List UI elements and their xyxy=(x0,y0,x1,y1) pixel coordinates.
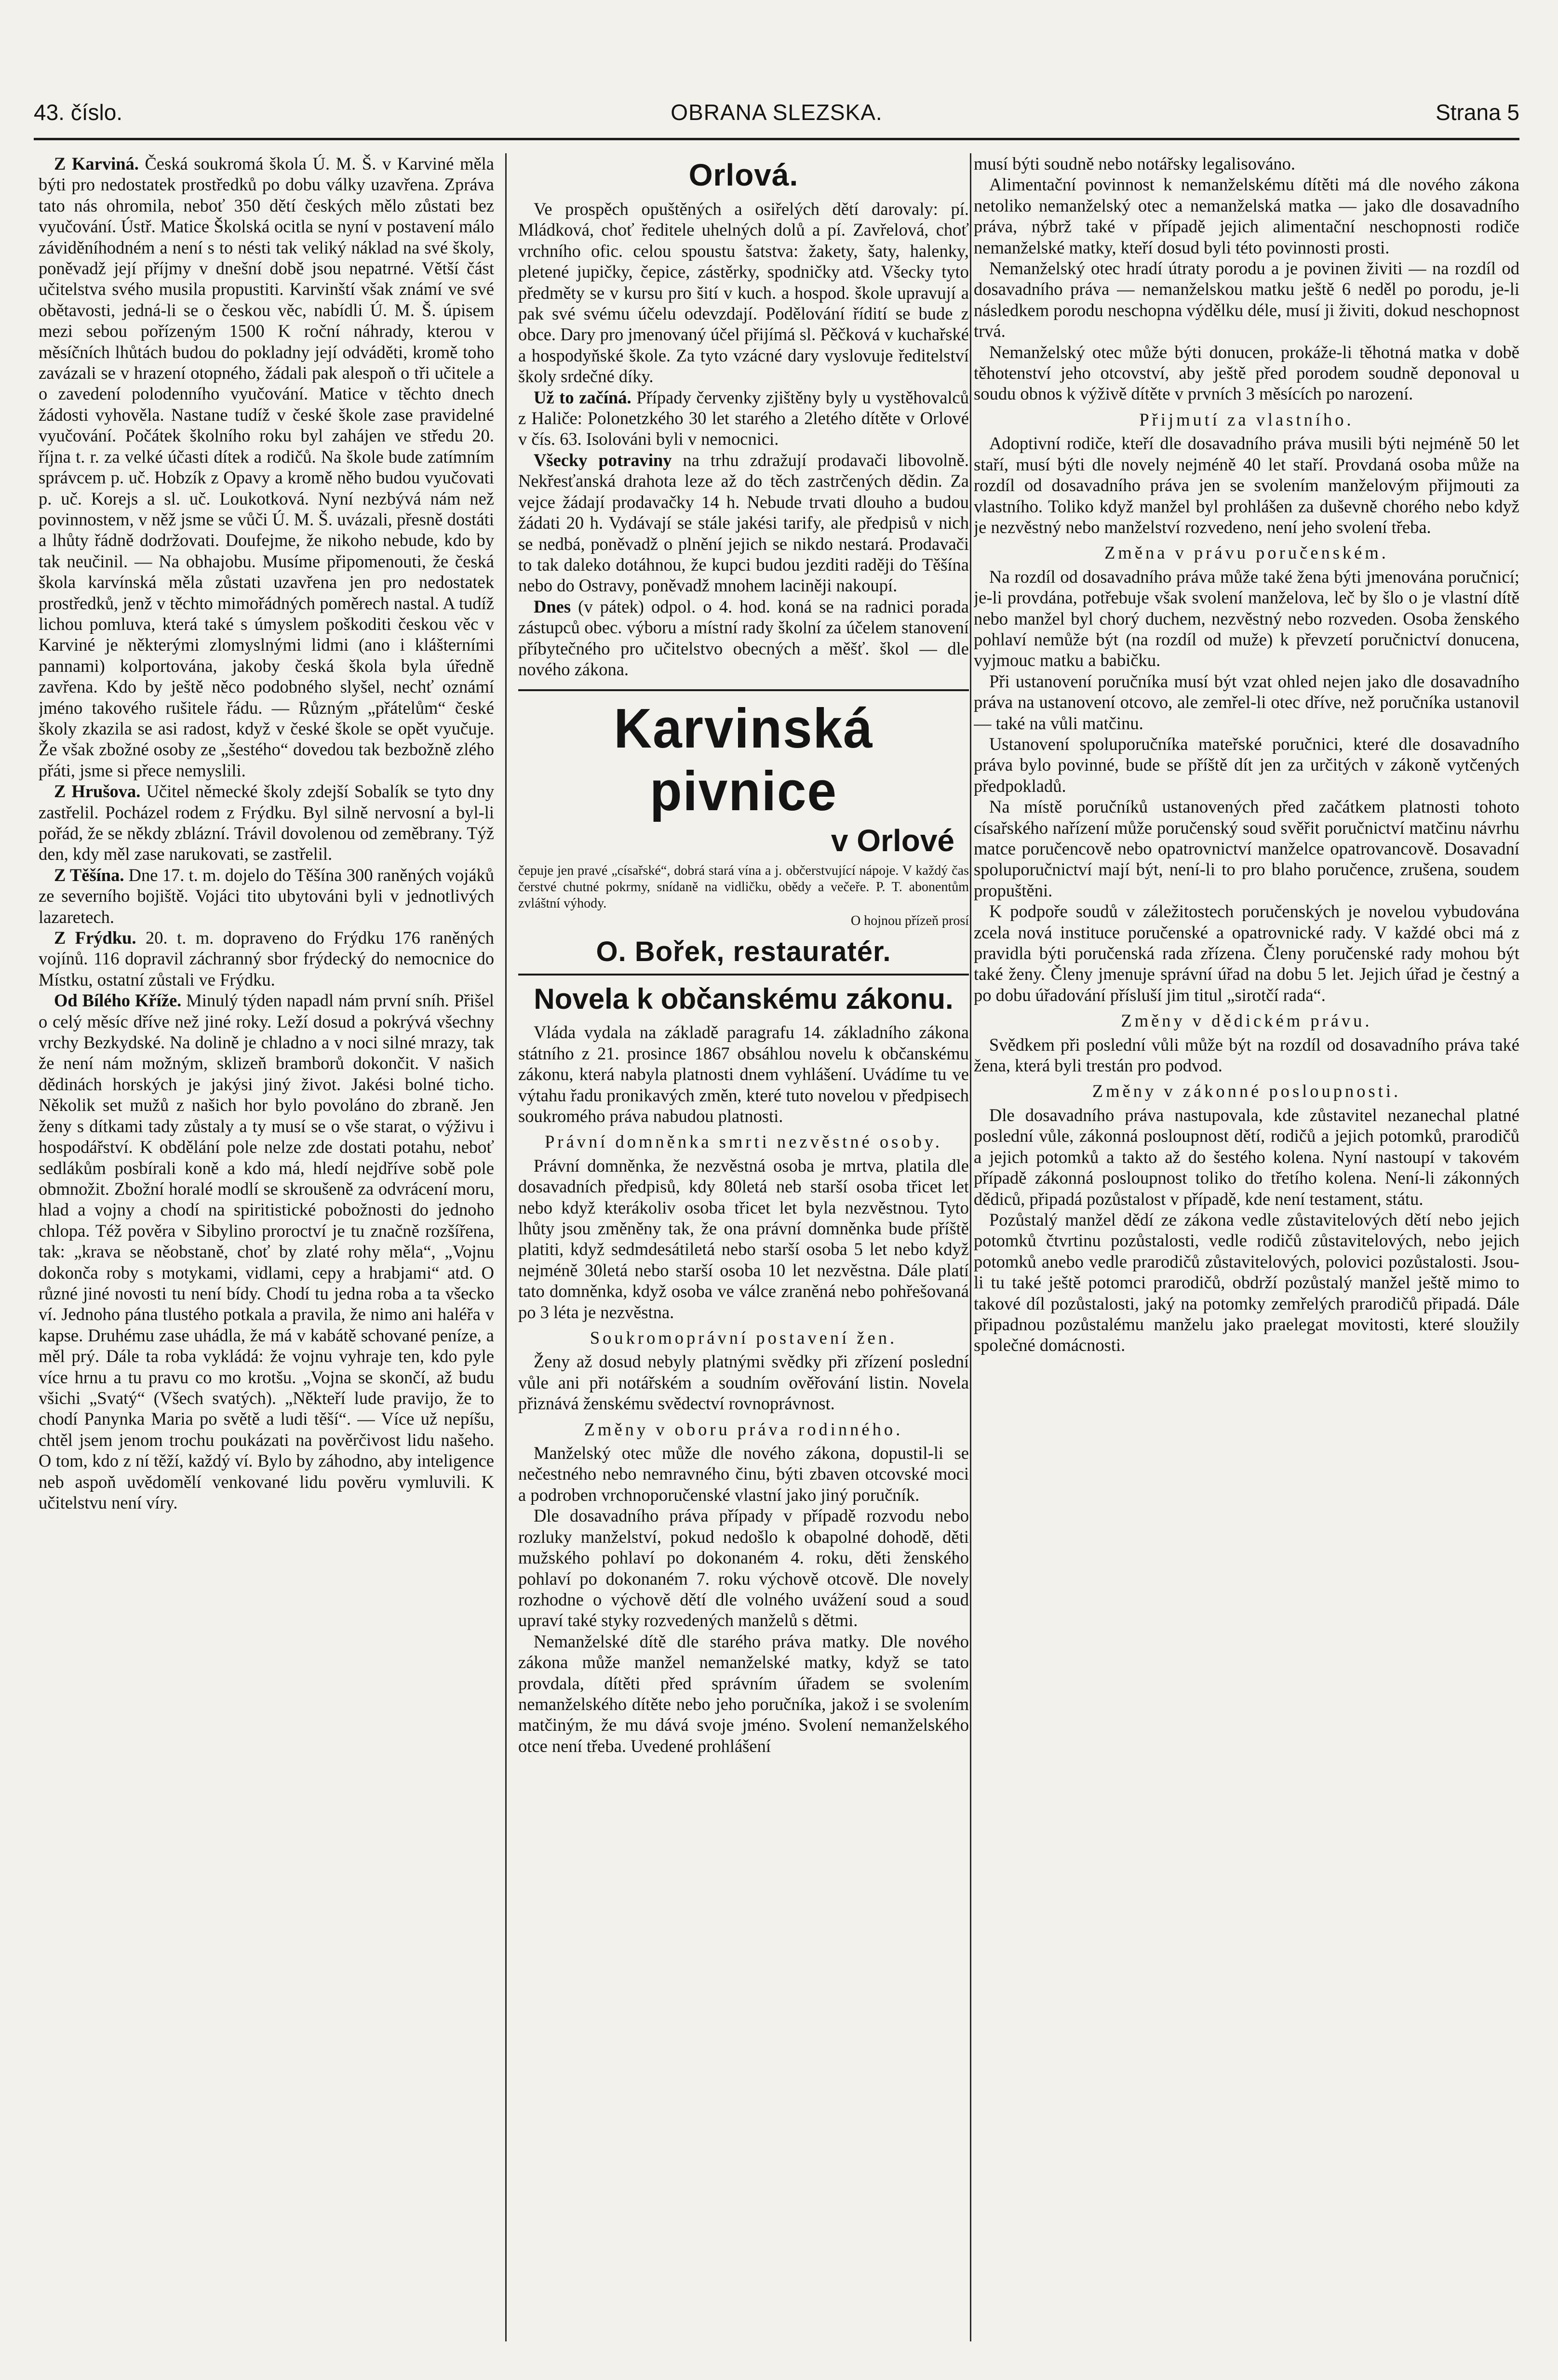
article-text: (v pátek) odpol. o 4. hod. koná se na radnici porada zástupců obec. výboru a místní rady školní za účelem stanovení příbytečného pro učitelstvo obecných a měšť. škol — dle nového zákona. xyxy=(518,596,969,679)
article-text: na trhu zdražují prodavači libovolně. Nekřesťanská drahota leze až do těch zastrčených dědin. Za vejce žádají prodavačky 14 h. Nebude trvati dlouho a budou žádati 20 h. Vydávají se stále jakési tarify, ale předpisů v nich se nedbá, poněvadž o plnění jejich se nikdo nestará. Prodavači to tak daleko dotáhnou, že kupci budou jezditi raději do Těšína nebo do Ostravy, poněvadž mnohem laciněji nakoupí. xyxy=(518,450,969,596)
subheading-zeny: Soukromoprávní postavení žen. xyxy=(590,1328,898,1348)
column-1 xyxy=(39,153,494,2351)
paragraph: musí býti soudně nebo notářsky legalisováno. xyxy=(974,154,1296,174)
subheading-prijmuti: Přijmutí za vlastního. xyxy=(1139,409,1354,429)
paragraph: Na místě poručníků ustanovených před začátkem platnosti tohoto císařského nařízení může poručenský soud svěřit poručnictví matčinu návrhu matce poručencově nebo opatrovnictví manželce opatrovancově. Dosavadní spoluporučnictví mají být, není-li to pro blaho poručence, zrušena, soudem propuštěni. xyxy=(974,797,1519,900)
column-divider xyxy=(970,153,971,2341)
article-text: Případy červenky zjištěny byly u vystěhovalců z Haliče: Polonetzkého 30 let starého a 2letého dítěte v Orlové v čís. 63. Isolováni byli v nemocnici. xyxy=(518,387,969,449)
subheading-rodinne: Změny v oboru práva rodinného. xyxy=(584,1419,903,1439)
article-lead: Z Frýdku. xyxy=(54,928,136,948)
article-bily-kriz xyxy=(39,990,494,1513)
paragraph: Dle dosavadního práva nastupovala, kde zůstavitel nezanechal platné poslední vůle, zákonná posloupnost dětí, rodičů a jejich potomků, prarodičů a jejich potomků a takto až do šestého kolena. Nyní nastoupí v takovém případě zákonná posloupnost toliko do třetího kolena. Není-li zákonných dědiců, připadá pozůstalost v případě, kde není testament, státu. xyxy=(974,1105,1519,1209)
paragraph: Ustanovení spoluporučníka mateřské poručnici, které dle dosavadního práva bylo povinné, bude se příště dít jen za určitých v zákoně vytčených předpokladů. xyxy=(974,734,1519,796)
paragraph: Dle dosavadního práva případy v případě rozvodu nebo rozluky manželství, pokud nedošlo k obapolné dohodě, děti mužského pohlaví po dokonaném 4. roku, děti ženského pohlaví po dokonaném 7. roku výchově otcově. Dle novely rozhodne o výchově dětí dle volného uvážení soud a soud upraví také styky rozvedených manželů s dětmi. xyxy=(518,1506,969,1631)
header-rule xyxy=(34,138,1519,140)
article-orlova-potraviny xyxy=(518,450,969,596)
newspaper-title: OBRANA SLEZSKA. xyxy=(671,100,883,125)
page-number: Strana 5 xyxy=(1436,100,1519,125)
paragraph: Alimentační povinnost k nemanželskému dítěti má dle nového zákona netoliko nemanželský otec a nemanželská matka — jako dle dosavadního práva, nýbrž také v případě jejich alimentační neschopnosti rodiče nemanželské matky, kteří dosud byli této povinnosti prosti. xyxy=(974,174,1519,257)
column-2 xyxy=(518,153,969,2351)
article-frydek xyxy=(39,927,494,990)
article-lead: Z Hrušova. xyxy=(54,781,141,802)
article-text: Dne 17. t. m. dojelo do Těšína 300 raněných vojáků ze severního bojiště. Vojáci tito ubytováni byli v jednotlivých lazaretech. xyxy=(39,865,494,927)
article-lead: Dnes xyxy=(534,596,571,616)
page-header xyxy=(34,99,1519,133)
article-orlova-porada xyxy=(518,596,969,680)
article-text: Učitel německé školy zdejší Sobalík se tyto dny zastřelil. Pocházel rodem z Frýdku. Byl silně nervosní a byl-li pořád, že se někdy zblázní. Trávil dovolenou od zeměbrany. Týž den, kdy měl zase narukovati, se zastřelil. xyxy=(39,781,494,864)
article-orlova-gifts xyxy=(518,199,969,387)
subheading-dedicke: Změny v dědickém právu. xyxy=(1121,1011,1372,1031)
paragraph: Nemanželské dítě dle starého práva matky. Dle nového zákona může manžel nemanželské matky, když se tato provdala, dítěti před správním úřadem se svolením nemanželského dítěte nebo jeho poručníka, jakož i se svolením matčiným, že mu dává svoje jméno. Svolení nemanželského otce není třeba. Uvedené prohlášení xyxy=(518,1631,969,1756)
article-tesin xyxy=(39,865,494,927)
article-orlova-cervenka xyxy=(518,387,969,450)
article-text: Minulý týden napadl nám první sníh. Přišel o celý měsíc dříve než jiné roky. Leží dosud a pokrývá všechny vrchy Bezkydské. Na dolině je chladno a v noci silné mrazy, tak že není nám možným, sklizeň bramborů dokončit. V našich dědinách horských je jakýsi jiný život. Jakési bolné ticho. Několik set mužů z našich hor bylo povoláno do zbraně. Jen ženy s dítkami tady zůstaly a ty musí se o vše starat, o výživu i hospodářství. K obdělání pole nelze zde dostati potahu, neboť sedlákům posbírali koně a kdo má, hledí nejdříve sobě pole obmnožit. Zbožní horalé modlí se skroušeně za odvrácení moru, hlad a vojny a chodí na spiritistické pobožnosti do jednoho chlopa. Též pověra v Sibylino proroctví je tu značně rozšířena, tak: „krava se něobstaně, choť by zlaté rohy měla“, „Vojnu dokonča roby s motykami, vidlami, cepy a hrabjami“ atd. O různé jiné novosti tu není bídy. Chodí tu jedna roba a ta všecko ví. Jednoho pána tlustého potkala a pravila, že nimo ani haléřa v kapse. Druhému zase uhádla, že má v kabátě schované peníze, a měl prý. Dále ta roba vykládá: že vojnu vyhraje ten, kdo pyle více hrnu a tu pravu co mo krotšu. „Vojna se skončí, až budu všichi „Svatý“ (Všech svatých). „Někteří lude pravijo, že to chodí Panynka Maria po světě a ludi těší“. — Více už nepíšu, chtěl jsem jenom trochu poukázati na pověrčivost lidu našeho. O tom, kdo z ní těží, každý ví. Bylo by záhodno, aby inteligence neb aspoň uvědomělí venkované lidu pověru vymluvili. K učitelstvu není víry. xyxy=(39,990,494,1512)
paragraph: Na rozdíl od dosavadního práva může také žena býti jmenována poručnicí; je-li provdána, potřebuje však svolení manželova, leč by šlo o je vlastní dítě nebo manžel byl chorý duchem, nezvěstný nebo rozveden. Osoba ženského pohlaví nemůže být (na rozdíl od muže) k převzetí poručnictví donucena, vyjmouc matku a babičku. xyxy=(974,566,1519,670)
column-3 xyxy=(974,153,1519,2351)
article-text: Česká soukromá škola Ú. M. Š. v Karviné měla býti pro nedostatek prostředků po dobu války uzavřena. Zpráva tato nás ohromila, neboť 350 dětí českých mělo zůstati bez vyučování. Ústř. Matice Školská ocitla se nyní v postavení málo záviděníhodném a není s to nésti tak veliký náklad na své školy, poněvadž její příjmy v dnešní době jsou nepatrné. Větší část učitelstva svého musila propustiti. Karvinští však známí ve své obětavosti, jedná-li se o českou věc, nabídli Ú. M. Š. úpisem mezi sebou pořízeným 1500 K roční náhrady, kterou v měsíčních lhůtách budou do pokladny její odváděti, kromě toho zavázali se v hrazení otopného, žádali pak alespoň o tři učitele a o zavedení polodenního vyučování. Matice v těchto dnech žádosti vyhověla. Nastane tudíž v české škole zase pravidelné vyučování. Počátek školního roku byl zahájen ve středu 20. října t. r. za velké účasti dítek a rodičů. Na škole bude zatímním správcem p. uč. Hobzík z Opavy a kromě něho budou vyučovati p. uč. Korejs a sl. uč. Loukotková. Nyní nezbývá nám než povinnostem, v něž jsme se vůči Ú. M. Š. uvázali, přesně dostáti a lhůty řádně dodržovati. Doufejme, že nikoho nebude, kdo by tak neučinil. — Na obhajobu. Musíme připomenouti, že česká škola karvínská měla zůstati uzavřena jen pro nedostatek prostředků, jenž v těchto mimořádných poměrech nastal. A tudíž lichou pomluva, která také s úmyslem poškoditi českou věc v Karviné je některými zlomyslnými lidmi (ano i klášterními pannami) kolportována, jakoby česká škola byla úředně zavřena. Kdo by ještě něco podobného slyšel, nechť oznámí jméno takového rušitele řádu. — Různým „přátelům“ české školy zkazila se asi radost, když v české škole se opět vyučuje. Že však zbožné osoby ze „šestého“ dovedou tak bezbožně zlého přáti, jsme si přece nemyslili. xyxy=(39,154,494,780)
paragraph: Právní domněnka, že nezvěstná osoba je mrtva, platila dle dosavadních předpisů, kdy 80letá neb starší osoba třicet let nebo když kterákoliv osoba třicet let byla nezvěstnou. Tyto lhůty jsou změněny tak, že ona právní domněnka bude příště platiti, když sedmdesátiletá nebo starší osoba 5 let nebo když nejméně 30letá nebo starší osoba 10 let nezvěstna. Dále platí tato domněnka, když osoba ve válce zraněná nebo pohřešovaná po 3 léta je nezvěstna. xyxy=(518,1155,969,1322)
paragraph: Nemanželský otec může býti donucen, prokáže-li těhotná matka v době těhotenství jeho otcovství, aby ještě před porodem soudně deponoval u soudu obnos k výživě dítěte v prvních 3 měsících po narození. xyxy=(974,342,1519,404)
ad-owner: O. Bořek, restauratér. xyxy=(596,936,891,968)
subheading-poruceni: Změna v právu poručenském. xyxy=(1104,543,1389,563)
ad-closing: O hojnou přízeň prosí xyxy=(851,913,969,929)
novela-intro: Vláda vydala na základě paragrafu 14. základního zákona státního z 21. prosince 1867 obsáhlou novelu k občanskému zákonu, která nabyla platnosti dnem vyhlášení. Uvádíme tu ve výtahu řadu pronikavých změn, které tuto novelou v předpisech soukromého práva nabudou platnosti. xyxy=(518,1022,969,1126)
subheading-domnenka: Právní domněnka smrti nezvěstné osoby. xyxy=(545,1132,942,1152)
section-title-novela: Novela k občanskému zákonu. xyxy=(534,983,954,1016)
advertisement-pivnice xyxy=(518,689,969,976)
paragraph: Adoptivní rodiče, kteří dle dosavadního práva musili býti nejméně 50 let staří, musí býti dle novely nejméně 40 let staří. Provdaná osoba může na rozdíl od dosavadního práva jen se svolením manželovým přijmouti za vlastního. Toliko když manžel byl prohlášen za duševně chorého nebo když je nezvěstný nebo manželství rozvedeno, není jeho svolení třeba. xyxy=(974,433,1519,537)
article-lead: Z Karviná. xyxy=(54,154,139,174)
ad-location: v Orlové xyxy=(831,823,954,858)
article-hrusov xyxy=(39,781,494,865)
paragraph: Manželský otec může dle nového zákona, dopustil-li se nečestného nebo nemravného činu, býti zbaven otcovské moci a podroben vrchnoporučenské vlastní jako jiný poručník. xyxy=(518,1443,969,1505)
article-karvina xyxy=(39,153,494,781)
paragraph: Ženy až dosud nebyly platnými svědky při zřízení poslední vůle ani při notářském a soudním ověřování listin. Novela přiznává ženskému svědectví rovnoprávnost. xyxy=(518,1351,969,1414)
article-lead: Všecky potraviny xyxy=(534,450,672,470)
article-lead: Už to začíná. xyxy=(534,387,631,407)
paragraph: Svědkem při poslední vůli může být na rozdíl od dosavadního práva také žena, která byli trestán pro podvod. xyxy=(974,1034,1519,1076)
article-text: 20. t. m. dopraveno do Frýdku 176 raněných vojínů. 116 dopravil záchranný sbor frýdecký do nemocnice do Místku, ostatní zůstali ve Frýdku. xyxy=(39,928,494,989)
article-lead: Od Bílého Kříže. xyxy=(54,990,182,1011)
paragraph: Nemanželský otec hradí útraty porodu a je povinen živiti — na rozdíl od dosavadního práva — nemanželskou matku ještě 6 neděl po porodu, je-li následkem porodu neschopna výdělku déle, musí ji živiti, dokud neschopnost trvá. xyxy=(974,258,1519,341)
subheading-posloupnost: Změny v zákonné posloupnosti. xyxy=(1092,1081,1401,1101)
section-title-orlova: Orlová. xyxy=(688,158,799,192)
article-lead: Z Těšína. xyxy=(54,865,124,885)
ad-text: čepuje jen pravé „císařské“, dobrá stará vína a j. občerstvující nápoje. V každý čas čerstvé chutné pokrmy, snídaně na vidličku, obědy a večeře. P. T. abonentům zvláštní výhody. xyxy=(518,863,969,911)
ad-body xyxy=(518,863,969,929)
paragraph: Při ustanovení poručníka musí být vzat ohled nejen jako dle dosavadního práva na ustanovení otcovo, ale zemřel-li otec dříve, než poručníka ustanovil — také na vůli matčinu. xyxy=(974,671,1519,733)
column-divider xyxy=(505,153,507,2341)
article-text: Ve prospěch opuštěných a osiřelých dětí darovaly: pí. Mládková, choť ředitele uhelných dolů a pí. Zavřelová, choť vrchního ofic. celou spoustu šatstva: žakety, šaty, halenky, pletené jupičky, čepice, zástěrky, spodničky atd. Všecky tyto předměty se v kursu pro šití v kuch. a hospod. škole upravují a pak své svému účelu odevzdají. Podělování řídití se bude z obce. Dary pro jmenovaný účel přijímá sl. Pěčková v kuchařské a hospodyňské škole. Za tyto vzácné dary vyslovuje ředitelství školy srdečné díky. xyxy=(518,199,969,387)
issue-number: 43. číslo. xyxy=(34,100,123,125)
ad-brand: Karvinská pivnice xyxy=(614,697,873,823)
paragraph: Pozůstalý manžel dědí ze zákona vedle zůstavitelových dětí nebo jejich potomků čtvrtinu pozůstalosti, vedle rodičů zůstavitelových, nebo jejich potomků anebo vedle prarodičů zůstavitelových, polovici pozůstalosti. Jsou-li tu také ještě potomci prarodičů, obdrží pozůstalý manžel ještě mimo to takové díl pozůstalosti, jaký na potomky zemřelých prarodičů připadá. Dále připadnou pozůstalému manželu jako praelegat movitosti, které sloužily společné domácnosti. xyxy=(974,1209,1519,1355)
paragraph: K podpoře soudů v záležitostech poručenských je novelou vybudována zcela nová instituce poručenské a opatrovnické rady. V každé obci má z pravidla býti poručenská rada zřízena. Členy poručenské rady mohou být také ženy. Členy jmenuje správní úřad na dobu 5 let. Jejich úřad je čestný a po dobu úřadování přísluší jim titul „sirotčí rada“. xyxy=(974,901,1519,1005)
